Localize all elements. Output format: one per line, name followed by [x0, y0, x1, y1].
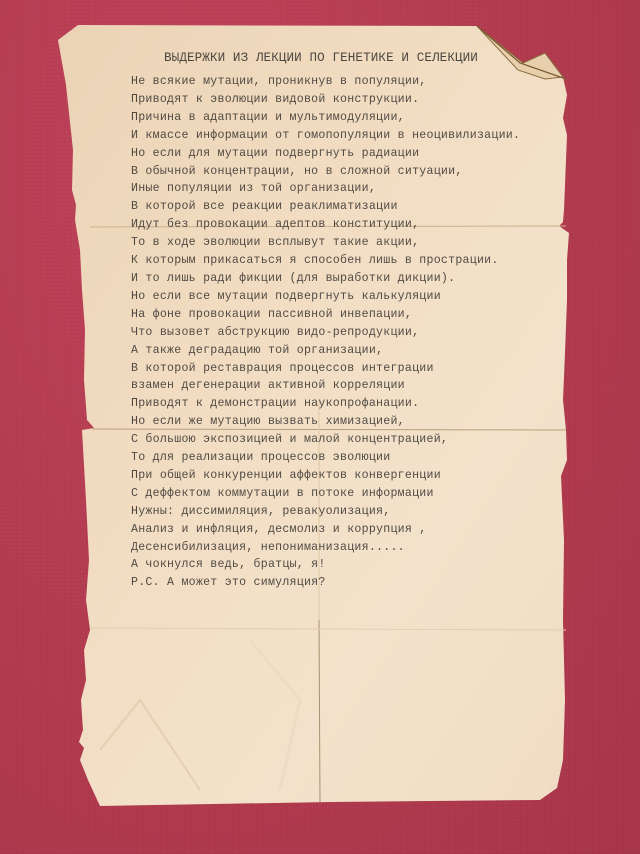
poem-line: И кмассе информации от гомопопуляции в неоцивилизации.	[131, 128, 521, 142]
poem-line: А также деградацию той организации,	[131, 343, 384, 357]
document-title: ВЫДЕРЖКИ ИЗ ЛЕКЦИИ ПО ГЕНЕТИКЕ И СЕЛЕКЦИИ	[164, 51, 478, 65]
poem-line: То в ходе эволюции всплывут такие акции,	[131, 236, 420, 250]
poem-line: Но если же мутацию вызвать химизацией,	[131, 415, 405, 429]
poem-line: Но если все мутации подвергнуть калькуляции	[131, 289, 441, 303]
poem-line: Причина в адаптации и мультимодуляции,	[131, 110, 405, 124]
poem-line: Нужны: диссимиляция, ревакуолизация,	[131, 504, 391, 518]
poem-line: Но если для мутации подвергнуть радиации	[131, 146, 420, 160]
poem-line: С деффектом коммутации в потоке информации	[131, 486, 434, 500]
poem-line: И то лишь ради фикции (для выработки дикции).	[131, 271, 456, 285]
poem-line: Идут без провокации адептов конституции,	[131, 218, 420, 232]
poem-line: То для реализации процессов эволюции	[131, 451, 391, 465]
poem-line: В которой все реакции реаклиматизации	[131, 200, 398, 214]
poem-line: Иные популяции из той организации,	[131, 182, 377, 196]
poem-line: взамен дегенерации активной корреляции	[131, 379, 405, 393]
typewritten-text	[131, 50, 561, 592]
poem-line: А чокнулся ведь, братцы, я!	[131, 558, 326, 572]
poem-line: С большою экспозицией и малой концентрацией,	[131, 433, 449, 447]
poem-line: Десенсибилизация, непониманизация.....	[131, 540, 405, 554]
poem-line: На фоне провокации пассивной инвепации,	[131, 307, 413, 321]
poem-line: Что вызовет абструкцию видо-репродукции,	[131, 325, 420, 339]
poem-line: Приводят к эволюции видовой конструкции.	[131, 92, 420, 106]
poem-line: Анализ и инфляция, десмолиз и коррупция ,	[131, 522, 427, 536]
poem-line: При общей конкуренции аффектов конвергенции	[131, 468, 441, 482]
poem-line: В обычной концентрации, но в сложной ситуации,	[131, 164, 463, 178]
poem-line: Не всякие мутации, проникнув в популяции,	[131, 75, 427, 88]
poem-line: К которым прикасаться я способен лишь в прострации.	[131, 254, 499, 268]
poem-line: Р.С. А может это симуляция?	[131, 576, 326, 590]
poem-line: В которой реставрация процессов интеграции	[131, 361, 434, 375]
poem-line: Приводят к демонстрации наукопрофанации.	[131, 397, 420, 411]
